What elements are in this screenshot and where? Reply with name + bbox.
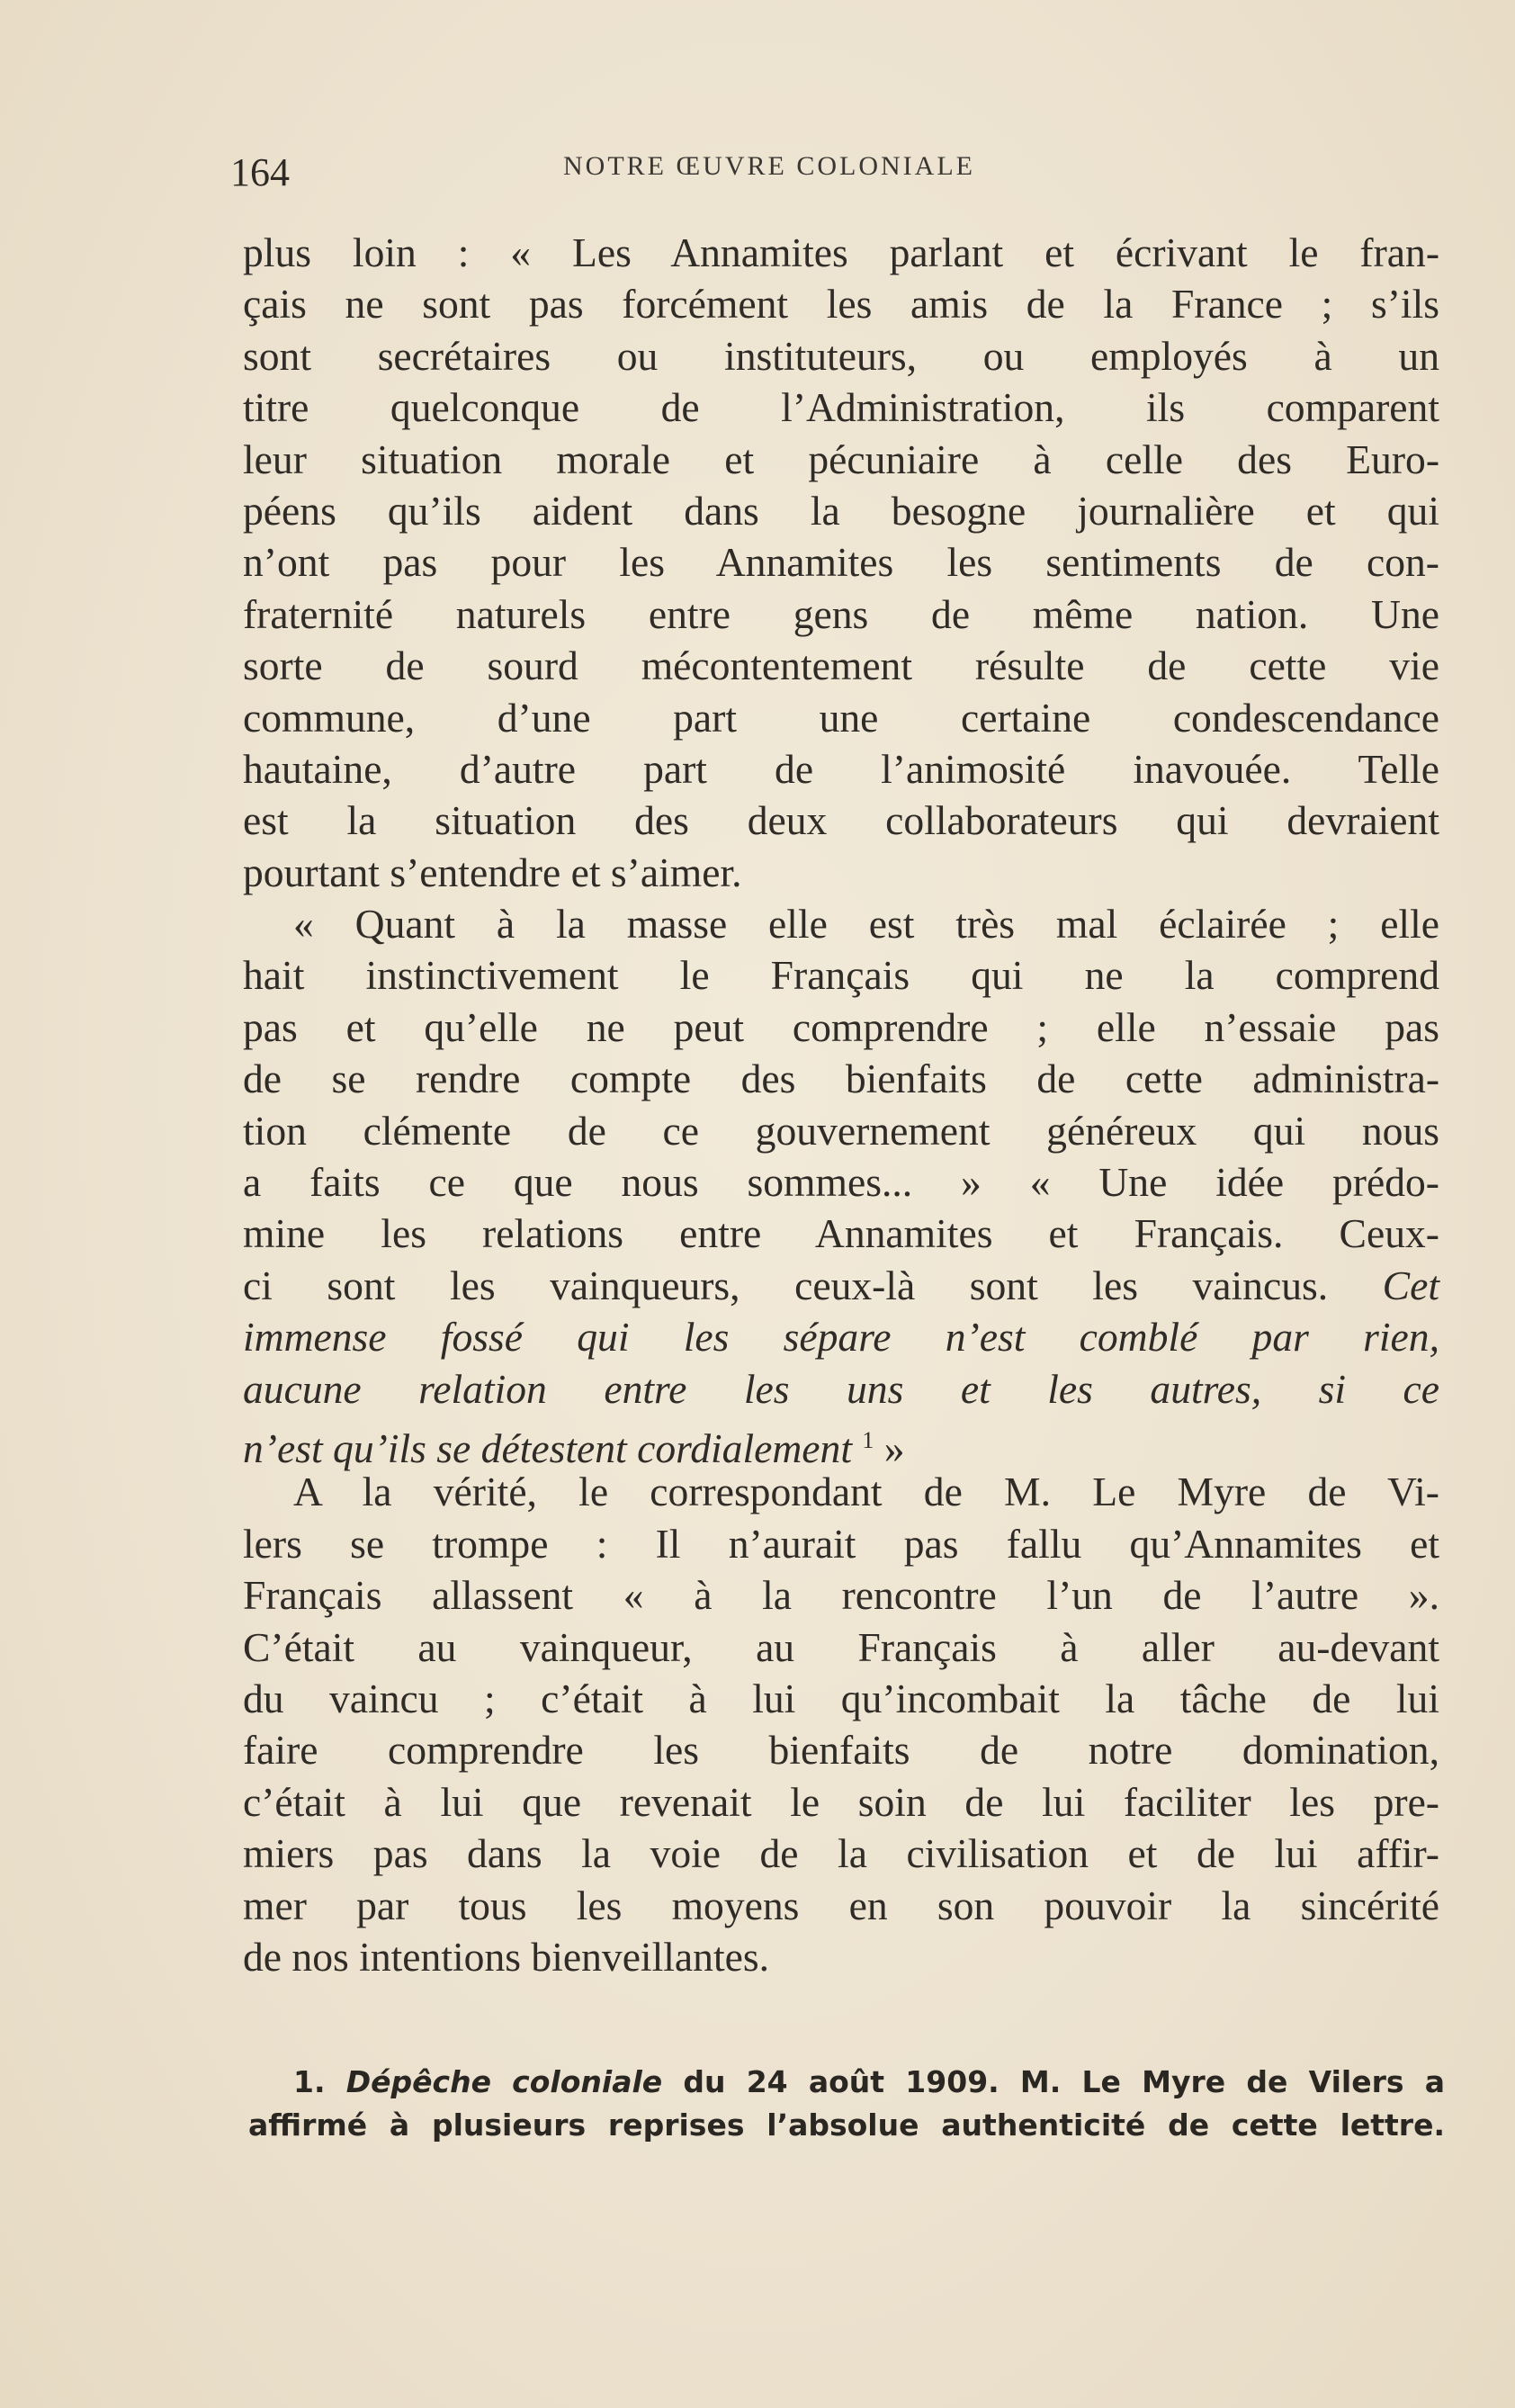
text-line-roman: ci sont les vainqueurs, ceux-là sont les vaincus. xyxy=(243,1262,1329,1308)
text-line: a faits ce que nous sommes... » « Une idée prédo- xyxy=(243,1159,1439,1206)
text-line: miers pas dans la voie de la civilisation et de lui affir- xyxy=(243,1830,1439,1877)
body-text xyxy=(243,227,1439,1982)
text-line-with-italic xyxy=(243,1260,1439,1311)
running-title: NOTRE ŒUVRE COLONIALE xyxy=(563,151,975,181)
page-number: 164 xyxy=(230,150,290,194)
footnote-line xyxy=(248,2061,1445,2104)
text-line: pas et qu’elle ne peut comprendre ; elle n’essaie pas xyxy=(243,1003,1439,1050)
text-line: C’était au vainqueur, au Français à aller au-devant xyxy=(243,1623,1439,1670)
text-line-italic: immense fossé qui les sépare n’est comblé par rien, xyxy=(243,1314,1439,1361)
text-line-italic: n’est qu’ils se détestent cordialement xyxy=(243,1425,852,1472)
text-line: sorte de sourd mécontentement résulte de cette vie xyxy=(243,642,1439,689)
text-line: Français allassent « à la rencontre l’un de l’autre ». xyxy=(243,1572,1439,1619)
text-line: c’était à lui que revenait le soin de lui faciliter les pre- xyxy=(243,1778,1439,1825)
page-header xyxy=(230,144,1130,198)
text-line: fraternité naturels entre gens de même nation. Une xyxy=(243,590,1439,637)
text-line: leur situation morale et pécuniaire à celle des Euro- xyxy=(243,436,1439,482)
footnote-number: 1. xyxy=(293,2064,326,2099)
italic-start: Cet xyxy=(1382,1262,1439,1308)
text-line: « Quant à la masse elle est très mal éclairée ; elle xyxy=(293,901,1439,948)
footnote-line-rest: du 24 août 1909. M. Le Myre de Vilers a xyxy=(662,2064,1445,2099)
text-line: du vaincu ; c’était à lui qu’incombait la tâche de lui xyxy=(243,1675,1439,1721)
footnote-source-title: Dépêche coloniale xyxy=(345,2064,663,2099)
text-line: tion clémente de ce gouvernement généreux qui nous xyxy=(243,1107,1439,1154)
text-line: A la vérité, le correspondant de M. Le Myre de Vi- xyxy=(293,1469,1439,1515)
text-line: hautaine, d’autre part de l’animosité inavouée. Telle xyxy=(243,745,1439,792)
text-line: hait instinctivement le Français qui ne la comprend xyxy=(243,952,1439,999)
text-line: lers se trompe : Il n’aurait pas fallu qu’Annamites et xyxy=(243,1520,1439,1567)
text-line: est la situation des deux collaborateurs qui devraient xyxy=(243,797,1439,844)
text-line: plus loin : « Les Annamites parlant et écrivant le fran- xyxy=(243,229,1439,275)
text-line: péens qu’ils aident dans la besogne journalière et qui xyxy=(243,487,1439,534)
text-line: n’ont pas pour les Annamites les sentiments de con- xyxy=(243,539,1439,586)
footnote xyxy=(248,2061,1445,2147)
text-line: de se rendre compte des bienfaits de cette administra- xyxy=(243,1056,1439,1102)
text-line: mine les relations entre Annamites et Français. Ceux- xyxy=(243,1210,1439,1257)
text-line: mer par tous les moyens en son pouvoir la sincérité xyxy=(243,1882,1439,1928)
footnote-mark[interactable]: 1 xyxy=(862,1426,874,1453)
text-line: çais ne sont pas forcément les amis de la France ; s’ils xyxy=(243,281,1439,328)
text-line: sont secrétaires ou instituteurs, ou employés à un xyxy=(243,332,1439,379)
text-line: commune, d’une part une certaine condescendance xyxy=(243,694,1439,741)
text-line: titre quelconque de l’Administration, ils comparent xyxy=(243,384,1439,431)
text-line: pourtant s’entendre et s’aimer. xyxy=(243,849,742,895)
quote-close: » xyxy=(874,1425,905,1472)
footnote-line: affirmé à plusieurs reprises l’absolue authenticité de cette lettre. xyxy=(248,2107,1445,2143)
text-line: de nos intentions bienveillantes. xyxy=(243,1933,770,1980)
text-line-italic: aucune relation entre les uns et les autres, si ce xyxy=(243,1365,1439,1412)
text-line-italic-end xyxy=(243,1415,1439,1472)
text-line: faire comprendre les bienfaits de notre domination, xyxy=(243,1727,1439,1774)
